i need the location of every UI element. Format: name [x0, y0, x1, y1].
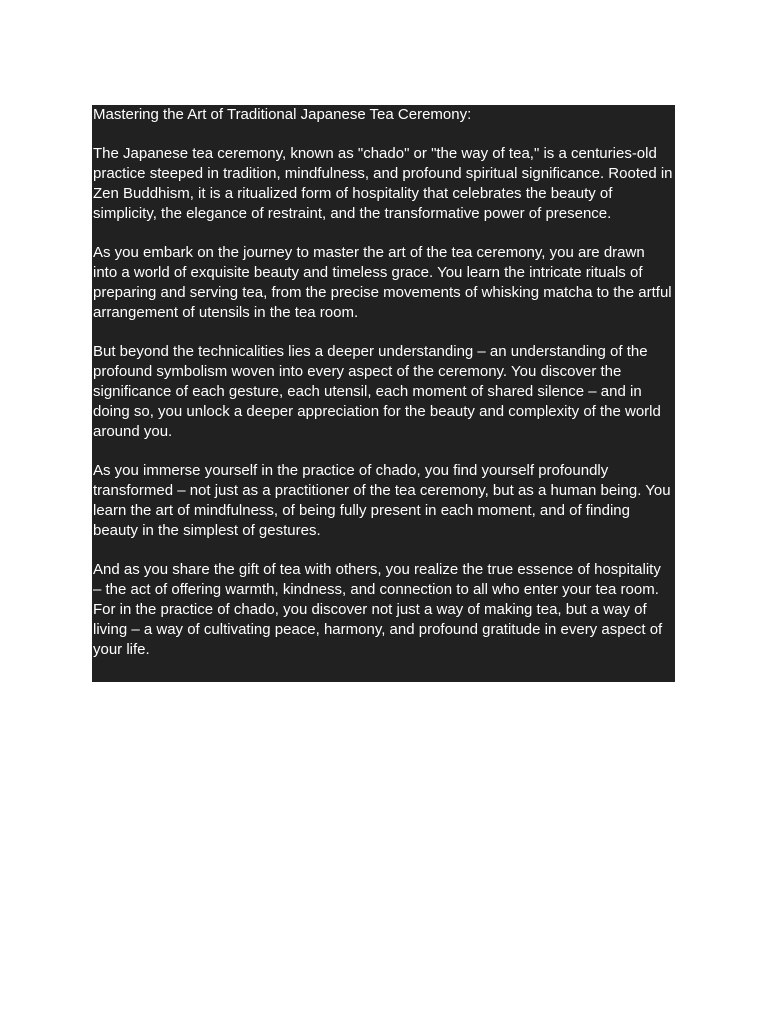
text-block [92, 105, 675, 682]
document-title: Mastering the Art of Traditional Japanese Tea Ceremony: [93, 106, 472, 123]
paragraph-3: But beyond the technicalities lies a deeper understanding – an understanding of the profound symbolism woven into every aspect of the ceremony. You discover the significance of each gesture, each utensil, each moment of shared silence – and in doing so, you unlock a deeper appreciation for the beauty and complexity of the world around you. [93, 343, 661, 440]
paragraph-5: And as you share the gift of tea with others, you realize the true essence of hospitality – the act of offering warmth, kindness, and connection to all who enter your tea room. For in the practice of chado, you discover not just a way of making tea, but a way of living – a way of cultivating peace, harmony, and profound gratitude in every aspect of your life. [93, 561, 663, 658]
paragraph-4: As you immerse yourself in the practice of chado, you find yourself profoundly transformed – not just as a practitioner of the tea ceremony, but as a human being. You learn the art of mindfulness, of being fully present in each moment, and of finding beauty in the simplest of gestures. [93, 462, 671, 539]
paragraph-2: As you embark on the journey to master the art of the tea ceremony, you are drawn into a world of exquisite beauty and timeless grace. You learn the intricate rituals of preparing and serving tea, from the precise movements of whisking matcha to the artful arrangement of utensils in the tea room. [93, 244, 672, 321]
paragraph-1: The Japanese tea ceremony, known as "chado" or "the way of tea," is a centuries-old practice steeped in tradition, mindfulness, and profound spiritual significance. Rooted in Zen Buddhism, it is a ritualized form of hospitality that celebrates the beauty of simplicity, the elegance of restraint, and the transformative power of presence. [93, 145, 673, 222]
